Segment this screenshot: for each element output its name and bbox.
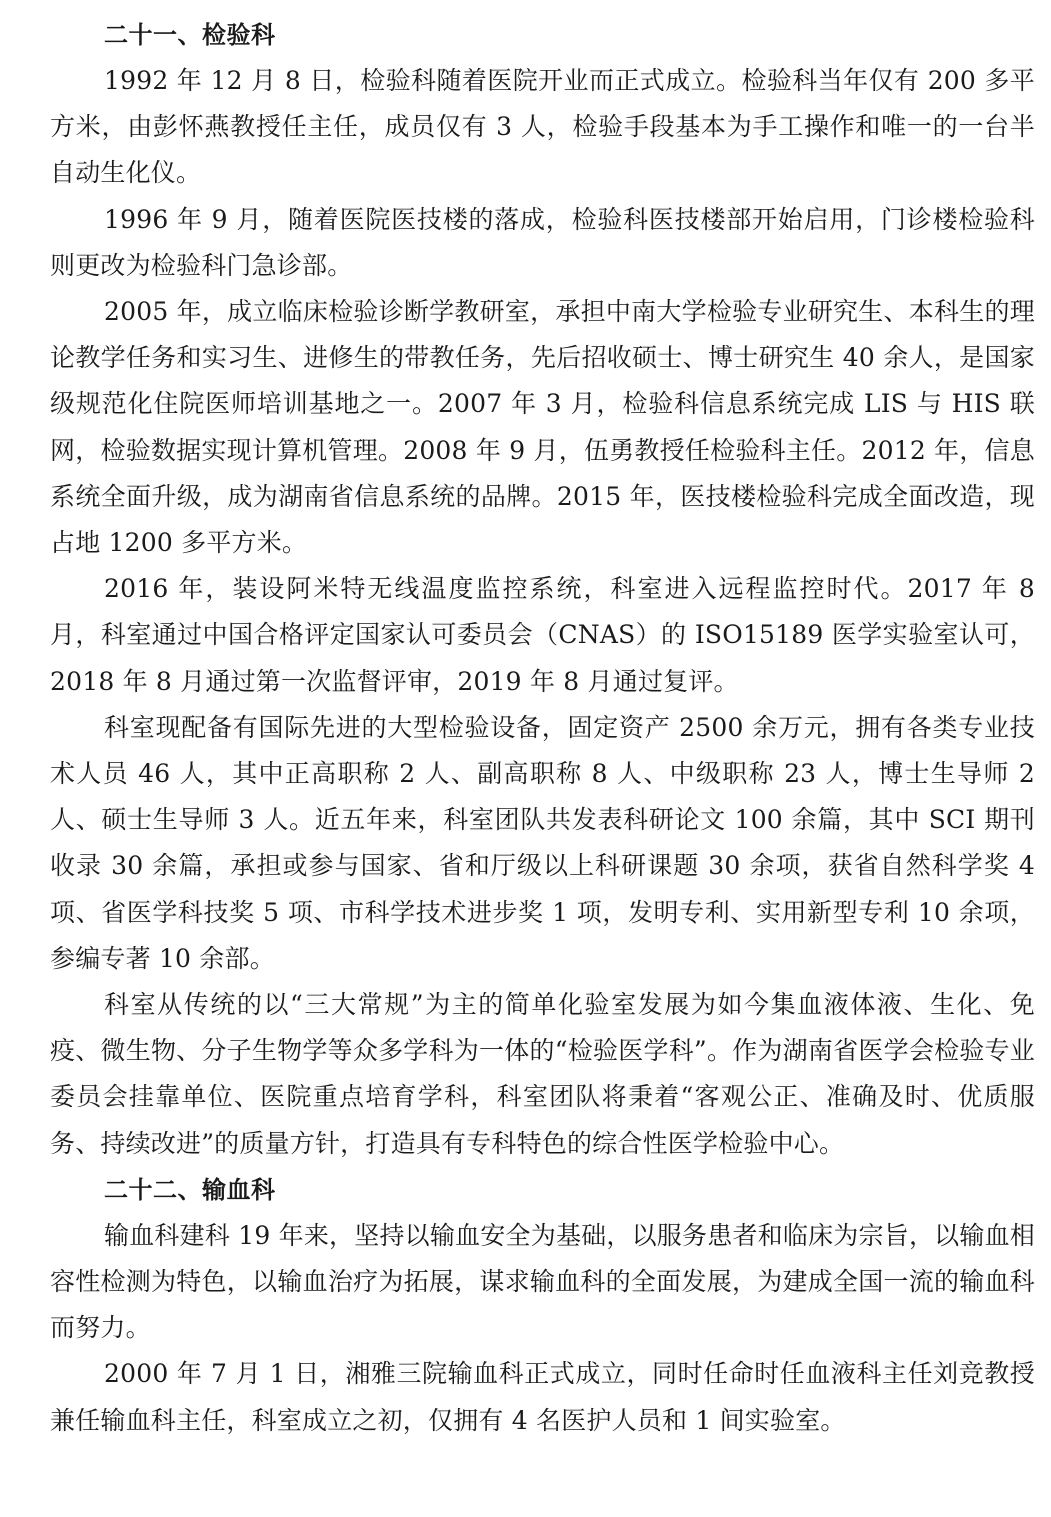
- paragraph: 1996 年 9 月，随着医院医技楼的落成，检验科医技楼部开始启用，门诊楼检验科则更改为检验科门急诊部。: [50, 204, 1035, 280]
- document-page: [50, 12, 1035, 1444]
- section-laboratory-department: [50, 12, 1035, 1167]
- section-heading: 二十一、检验科: [104, 21, 276, 49]
- paragraph: 1992 年 12 月 8 日，检验科随着医院开业而正式成立。检验科当年仅有 200 多平方米，由彭怀燕教授任主任，成员仅有 3 人，检验手段基本为手工操作和唯一的一台半自动生化仪。: [50, 66, 1035, 188]
- section-heading: 二十二、输血科: [104, 1175, 276, 1204]
- paragraph: 2016 年，装设阿米特无线温度监控系统，科室进入远程监控时代。2017 年 8 月，科室通过中国合格评定国家认可委员会（CNAS）的 ISO15189 医学实验室认可，2018 年 8 月通过第一次监督评审，2019 年 8 月通过复评。: [50, 574, 1035, 696]
- paragraph: 2005 年，成立临床检验诊断学教研室，承担中南大学检验专业研究生、本科生的理论教学任务和实习生、进修生的带教任务，先后招收硕士、博士研究生 40 余人，是国家级规范化住院医师培训基地之一。2007 年 3 月，检验科信息系统完成 LIS 与 HIS 联网，检验数据实现计算机管理。2008 年 9 月，伍勇教授任检验科主任。2012 年，信息系统全面升级，成为湖南省信息系统的品牌。2015 年，医技楼检验科完成全面改造，现占地 1200 多平方米。: [50, 297, 1035, 558]
- paragraph: 科室现配备有国际先进的大型检验设备，固定资产 2500 余万元，拥有各类专业技术人员 46 人，其中正高职称 2 人、副高职称 8 人、中级职称 23 人，博士生导师 2 人、硕士生导师 3 人。近五年来，科室团队共发表科研论文 100 余篇，其中 SCI 期刊收录 30 余篇，承担或参与国家、省和厅级以上科研课题 30 余项，获省自然科学奖 4 项、省医学科技奖 5 项、市科学技术进步奖 1 项，发明专利、实用新型专利 10 余项，参编专著 10 余部。: [50, 712, 1035, 973]
- paragraph: 2000 年 7 月 1 日，湘雅三院输血科正式成立，同时任命时任血液科主任刘竞教授兼任输血科主任，科室成立之初，仅拥有 4 名医护人员和 1 间实验室。: [50, 1359, 1035, 1435]
- paragraph: 输血科建科 19 年来，坚持以输血安全为基础，以服务患者和临床为宗旨，以输血相容性检测为特色，以输血治疗为拓展，谋求输血科的全面发展，为建成全国一流的输血科而努力。: [50, 1220, 1035, 1343]
- paragraph: 科室从传统的以“三大常规”为主的简单化验室发展为如今集血液体液、生化、免疫、微生物、分子生物学等众多学科为一体的“检验医学科”。作为湖南省医学会检验专业委员会挂靠单位、医院重点培育学科，科室团队将秉着“客观公正、准确及时、优质服务、持续改进”的质量方针，打造具有专科特色的综合性医学检验中心。: [50, 990, 1035, 1158]
- section-blood-transfusion-department: [50, 1167, 1035, 1444]
